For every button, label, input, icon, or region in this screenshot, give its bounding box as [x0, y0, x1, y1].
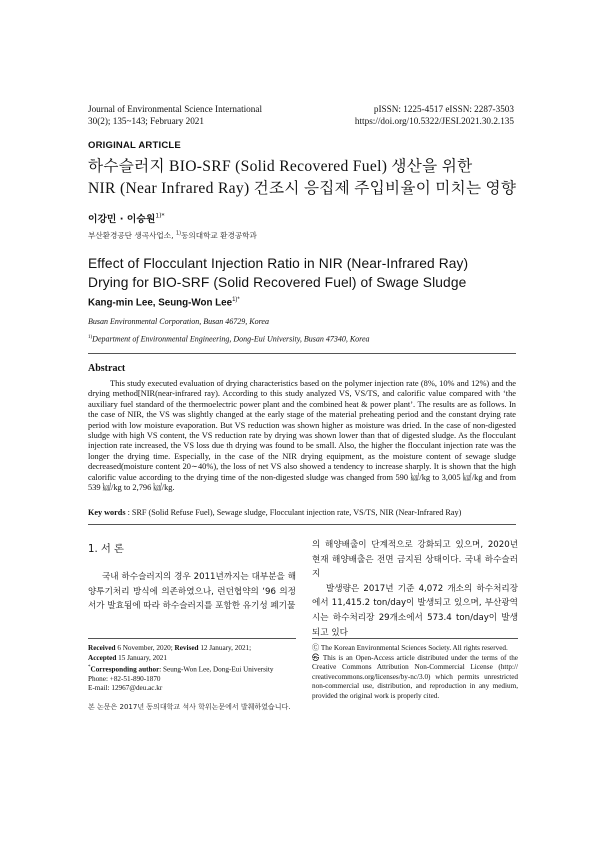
authors-korean-names: 이강민 · 이승원: [88, 214, 156, 225]
journal-issn: pISSN: 1225-4517 eISSN: 2287-3503: [373, 104, 514, 114]
footnote-corresponding: [88, 663, 300, 675]
corr-sup: *: [88, 665, 91, 670]
authors-english-names: Kang-min Lee, Seung-Won Lee: [88, 297, 233, 309]
license-text: ㉿ This is an Open-Access article distributed under the terms of the Creative Commons Attribution Non-Commercial License (http:// creativecommons.org/licenses/by-nc/3.0) which permits unrestricted non-commercial use, distribution, and reproduction in any medium, provided the original work is properly cited.: [312, 653, 518, 700]
affiliation-korean-2: 동의대학교 환경공학과: [181, 231, 257, 240]
intro-left-paragraph: 국내 하수슬러지의 경우 2011년까지는 대부분을 해양투기처리 방식에 의존하였으나, 런던협약의 ‘96 의정서가 발효됨에 따라 하수슬러지를 포함한 유기성 폐기물: [88, 572, 296, 612]
intro-left-column: [88, 570, 296, 614]
rule-footnote-left: [88, 638, 296, 639]
footnote-phone: Phone: +82-51-890-1870: [88, 674, 161, 683]
affiliation-english-2: Department of Environmental Engineering, Dong-Eui University, Busan 47340, Korea: [92, 334, 370, 344]
footnote-dates: [88, 644, 300, 654]
journal-doi[interactable]: https://doi.org/10.5322/JESI.2021.30.2.135: [354, 115, 514, 126]
keywords: [88, 508, 516, 517]
intro-right-paragraph-1: 의 해양배출이 단계적으로 강화되고 있으며, 2020년 현재 해양배출은 전면 금지된 상태이다. 국내 하수슬러지: [312, 540, 518, 580]
affiliation-english-2-row: [88, 330, 528, 347]
title-english-line2: Drying for BIO-SRF (Solid Recovered Fuel) of Swage Sludge: [88, 275, 467, 290]
affiliation-korean: [88, 230, 257, 241]
intro-right-paragraph-2: 발생량은 2017년 기준 4,072 개소의 하수처리장에서 11,415.2 ton/day이 발생되고 있으며, 부산광역시는 하수처리장 29개소에서 573.4 ton/day이 발생되고 있다: [312, 583, 518, 638]
revised-date: 12 January, 2021;: [198, 644, 252, 652]
abstract-heading: Abstract: [88, 363, 126, 374]
rule-below-abstract: [88, 524, 516, 525]
affiliation-english: [88, 314, 528, 347]
section-heading-introduction: 1. 서 론: [88, 544, 124, 555]
authors-english-sup: 1)*: [232, 297, 240, 303]
intro-right-column: [312, 538, 518, 640]
title-korean-line2: NIR (Near Infrared Ray) 건조시 응집제 주입비율이 미치는 영향: [88, 180, 517, 197]
abstract-text: This study executed evaluation of drying characteristics based on the polymer injection rate (8%, 10% and 12%) and the drying method[NIR(near-infrared ray). According to this study analyzed VS, VS/TS, and calorific value compared with ‘the auxiliary fuel standard of the thermoelectric power plant and the combined heat & power plant’. The results are as follows. In the case of NIR, the VS was slightly changed at the early stage of the material preheating period and the constant drying rate period with low moisture evaporation. But VS reduction was shown higher as moisture was dried. In the case of non-digested sludge with high VS content, the VS reduction rate by drying was shown lower than that of digested sludge. As the flocculant injection rate increased, the VS loss due th drying was found to be small. Also, the higher the flocculant injection rate was the longer the drying time. Especially, in the case of the NIR drying equipment, as the moisture content of sewage sludge decreased(moisture content 20∼40%), the loss of net VS also showed a tendency to increase sharply. It is shown that the high calorific value according to the drying time of the non-digested sludge was changed from 590 ㎉/kg to 3,005 ㎉/kg and from 539 ㎉/kg to 2,796 ㎉/kg.: [88, 379, 516, 493]
article-type: ORIGINAL ARTICLE: [88, 140, 181, 151]
received-label: Received: [88, 644, 116, 652]
accepted-label: Accepted: [88, 653, 117, 662]
rule-footnote-right: [312, 638, 518, 639]
authors-korean-sup: 1)*: [155, 212, 165, 220]
journal-name: Journal of Environmental Science International: [88, 104, 262, 114]
authors-korean: [88, 211, 165, 225]
journal-volume-issue: 30(2); 135~143; February 2021: [88, 115, 204, 126]
affiliation-english-2-sup: 1): [88, 334, 93, 340]
journal-info-right: [254, 104, 514, 127]
keywords-label: Key words: [88, 508, 126, 517]
rule-above-abstract: [88, 353, 516, 354]
footnote-email[interactable]: E-mail: 12967@deu.ac.kr: [88, 684, 163, 693]
accepted-date: 15 January, 2021: [116, 653, 167, 662]
title-english: [88, 254, 528, 292]
keywords-text: : SRF (Solid Refuse Fuel), Sewage sludge, Flocculant injection rate, VS/TS, NIR (Near-Infrared Ray): [125, 508, 462, 517]
license-copyright: Ⓒ The Korean Environmental Sciences Society. All rights reserved.: [312, 644, 508, 652]
license-block: [312, 644, 518, 701]
affiliation-english-1: Busan Environmental Corporation, Busan 46729, Korea: [88, 317, 269, 326]
title-korean: [88, 156, 528, 200]
affiliation-korean-1: 부산환경공단 생곡사업소,: [88, 231, 176, 240]
revised-label: Revised: [174, 644, 199, 652]
affiliation-korean-sup: 1): [175, 230, 182, 237]
corr-label: Corresponding author: [90, 665, 160, 674]
title-korean-line1: 하수슬러지 BIO-SRF (Solid Recovered Fuel) 생산을 위한: [88, 158, 473, 175]
received-date: 6 November, 2020;: [115, 644, 175, 652]
title-english-line1: Effect of Flocculant Injection Ratio in NIR (Near-Infrared Ray): [88, 256, 469, 271]
authors-english: [88, 297, 240, 308]
footnote-block: [88, 644, 300, 694]
abstract-body: [88, 379, 516, 493]
thesis-note: 본 논문은 2017년 동의대학교 석사 학위논문에서 발췌하였습니다.: [88, 703, 291, 711]
footnote-accepted: [88, 654, 300, 664]
corr-author: : Seung-Won Lee, Dong-Eui University: [159, 665, 274, 674]
